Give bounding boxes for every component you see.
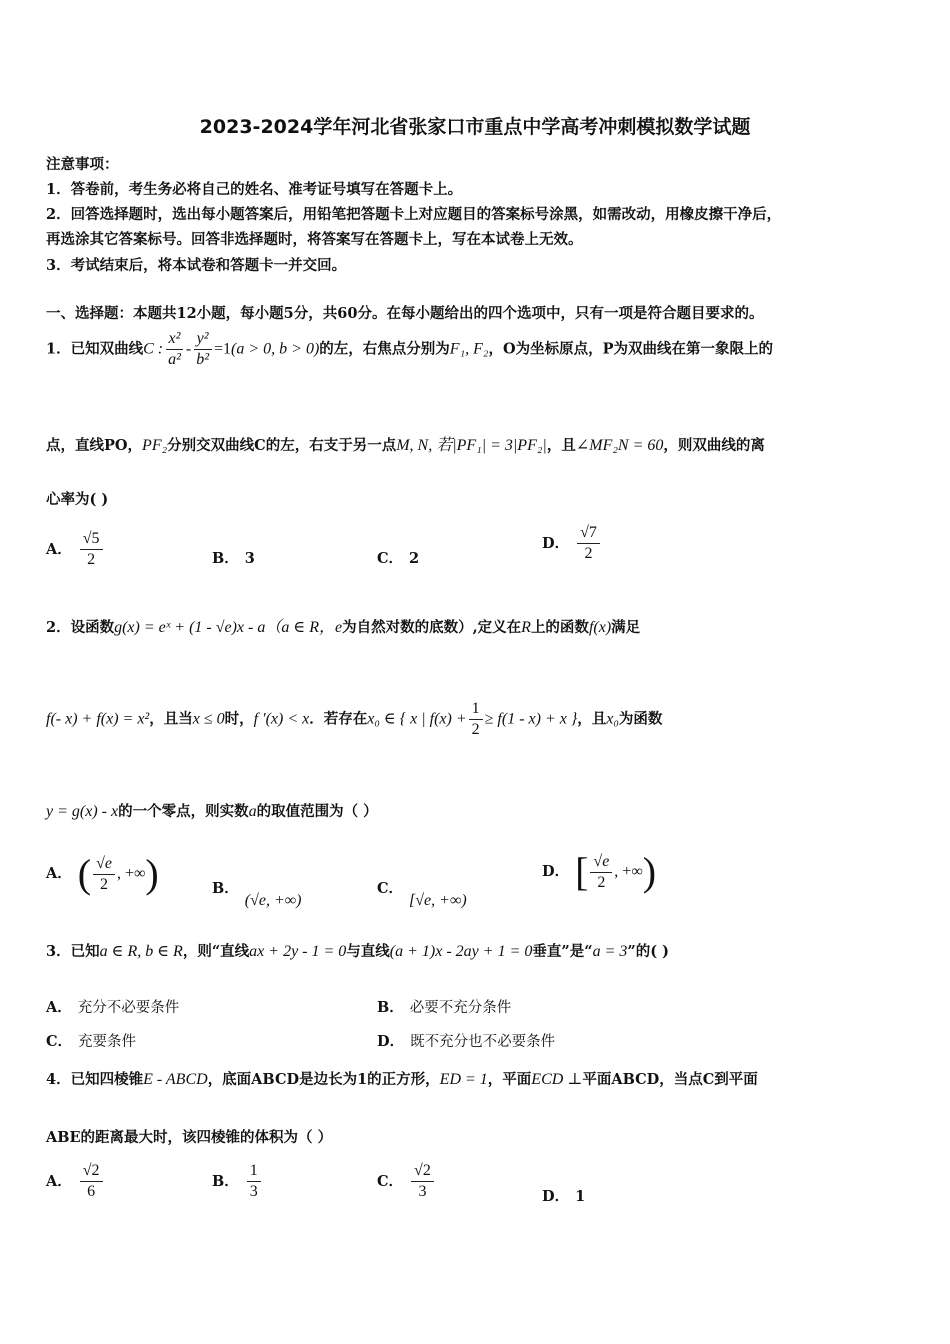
q3-lead: 3．已知: [46, 943, 100, 960]
fraction-num: √7: [577, 524, 600, 544]
q1-curve-name: C :: [143, 340, 164, 358]
q1-fraction-x: [165, 330, 184, 369]
fraction-den: 2: [87, 551, 96, 568]
option-tail: , +∞: [116, 865, 146, 882]
option-text: 2: [409, 550, 420, 567]
right-paren-icon: ): [642, 849, 657, 894]
option-text: 充要条件: [78, 1034, 137, 1050]
q3-option-b[interactable]: [377, 996, 511, 1017]
option-text: 充分不必要条件: [77, 1000, 180, 1016]
q1-equals: =1: [214, 340, 232, 358]
option-fraction: [577, 524, 600, 563]
q2-option-d[interactable]: [542, 849, 657, 894]
option-label: B．: [212, 880, 239, 897]
fraction-den: 3: [249, 1183, 258, 1200]
q3-option-a[interactable]: [46, 996, 179, 1017]
q4-text-2: ，平面: [487, 1071, 532, 1088]
option-text: [√e, +∞): [409, 892, 467, 909]
q2-eq1: f(- x) + f(x) = x²: [46, 710, 150, 728]
fraction-num: 1: [469, 700, 483, 720]
q1-option-d[interactable]: [542, 524, 602, 563]
q1-option-c[interactable]: [377, 547, 419, 568]
question-2-line-2: [46, 700, 662, 739]
q3-text-1: ，则“直线: [182, 943, 250, 960]
option-fraction: [247, 1162, 261, 1201]
question-4-line-1: [46, 1068, 758, 1089]
option-label: C．: [377, 880, 404, 897]
q1-text-3: 点，直线PO，: [46, 437, 143, 454]
fraction-num: 1: [247, 1162, 261, 1182]
question-2-line-3: [46, 800, 378, 821]
q4-option-a[interactable]: [46, 1162, 105, 1201]
q4-ecd: ECD ⊥: [531, 1071, 583, 1088]
q3-line-1: ax + 2y - 1 = 0: [249, 943, 347, 960]
fraction-num: √e: [93, 855, 115, 875]
q4-text-3: 平面ABCD，当点C到平面: [582, 1071, 758, 1088]
q2-derivative: f ′(x) < x: [253, 710, 310, 728]
q3-text-3: 垂直”是“: [532, 943, 593, 960]
q2-text-8: 为函数: [618, 710, 663, 728]
q2-a: a: [248, 803, 257, 820]
notice-item-2a: 2．回答选择题时，选出每小题答案后，用铅笔把答题卡上对应题目的答案标号涂黑，如需改动，用橡皮擦干净后，: [46, 206, 782, 223]
left-paren-icon: (: [77, 851, 92, 896]
option-label: A．: [46, 865, 72, 882]
q4-option-b[interactable]: [212, 1162, 263, 1201]
q3-text-4: ”的( ): [627, 943, 669, 960]
option-fraction: [80, 530, 103, 569]
q1-text-1: 的左，右焦点分别为: [319, 340, 450, 358]
notice-item-1: 1．答卷前，考生务必将自己的姓名、准考证号填写在答题卡上。: [46, 181, 463, 198]
q2-option-a[interactable]: [46, 851, 159, 896]
fraction-num: √2: [411, 1162, 434, 1182]
option-label: D．: [542, 863, 570, 880]
q4-pyramid: E - ABCD: [143, 1071, 208, 1088]
q2-text-3: 满足: [611, 619, 641, 636]
q1-text-2: ，O为坐标原点，P为双曲线在第一象限上的: [488, 340, 774, 358]
q2-text-7: ，且: [577, 710, 607, 728]
option-fraction: [80, 1162, 103, 1201]
q1-fx-den: a²: [168, 351, 181, 368]
notice-item-3: 3．考试结束后，将本试卷和答题卡一并交回。: [46, 257, 347, 274]
option-label: D．: [542, 534, 570, 552]
question-1-line-3: 心率为( ): [46, 491, 109, 508]
q2-set-post: ≥ f(1 - x) + x }: [484, 710, 578, 728]
q1-text-5: ，且: [546, 437, 576, 454]
option-label: D．: [377, 1033, 405, 1050]
option-label: B．: [212, 550, 239, 567]
q2-text-4: ，且当: [149, 710, 193, 728]
fraction-den: 2: [597, 873, 606, 891]
right-paren-icon: ): [145, 851, 159, 896]
q1-text-6: ，则双曲线的离: [663, 437, 765, 454]
option-label: C．: [377, 1172, 404, 1190]
notice-item-2b: 再选涂其它答案标号。回答非选择题时，将答案写在答题卡上，写在本试卷上无效。: [46, 231, 583, 248]
fraction-num: √e: [590, 853, 612, 873]
option-text: 1: [575, 1188, 586, 1205]
fraction-den: 3: [418, 1183, 427, 1200]
option-fraction: [590, 853, 612, 892]
question-1-line-2: [46, 432, 765, 455]
option-label: C．: [46, 1033, 73, 1050]
q2-f: f(x): [588, 619, 612, 636]
option-label: B．: [377, 999, 404, 1016]
q4-lead: 4．已知四棱锥: [46, 1071, 144, 1088]
left-bracket-icon: [: [575, 849, 589, 894]
q2-e: e: [334, 619, 343, 636]
q3-line-2: (a + 1)x - 2ay + 1 = 0: [389, 943, 533, 960]
fraction-den: 2: [471, 721, 480, 738]
q2-text-9: 的一个零点，则实数: [118, 803, 249, 820]
q2-g-function: g(x) = eˣ + (1 - √e)x - a: [114, 619, 266, 636]
q1-condition: (a > 0, b > 0): [231, 340, 320, 358]
q2-text-6: ．若存在: [309, 710, 368, 728]
q1-minus: -: [185, 340, 192, 358]
q2-y-function: y = g(x) - x: [46, 803, 119, 820]
option-label: A．: [46, 999, 72, 1016]
q1-mn-condition: M, N, 若|PF₁| = 3|PF₂|: [396, 437, 547, 454]
q4-option-c[interactable]: [377, 1162, 436, 1201]
q1-fraction-y: [193, 330, 212, 369]
q4-option-d[interactable]: [542, 1185, 585, 1206]
q1-fy-den: b²: [196, 351, 210, 368]
option-label: A．: [46, 540, 72, 558]
q1-lead: 1．已知双曲线: [46, 340, 144, 358]
q2-lead: 2．设函数: [46, 619, 115, 636]
question-3-line-1: [46, 940, 669, 961]
question-4-line-2: ABE的距离最大时，该四棱锥的体积为（ ）: [46, 1129, 333, 1146]
question-2-line-1: [46, 614, 640, 637]
option-text: (√e, +∞): [244, 892, 302, 909]
q2-text-2: 上的函数: [530, 619, 589, 636]
q2-R: R: [521, 619, 531, 636]
q4-ed: ED = 1: [439, 1071, 488, 1088]
q2-set-pre: x₀ ∈ { x | f(x) +: [367, 710, 467, 728]
q1-pf2: PF₂: [142, 437, 168, 454]
q3-a-equals: a = 3: [592, 943, 628, 960]
q1-option-a[interactable]: [46, 530, 105, 569]
question-1-line-1: [46, 330, 773, 369]
q3-condition: a ∈ R, b ∈ R: [99, 943, 183, 960]
q2-x0: x₀: [606, 710, 619, 728]
q1-fx-num: x²: [166, 330, 184, 350]
option-label: A．: [46, 1172, 72, 1190]
fraction-num: √2: [80, 1162, 103, 1182]
fraction-den: 2: [584, 545, 593, 562]
option-text: 3: [244, 550, 255, 567]
option-text: 既不充分也不必要条件: [410, 1034, 556, 1050]
q3-option-c[interactable]: [46, 1030, 136, 1051]
notice-heading: 注意事项：: [46, 156, 119, 173]
q2-condition: （a ∈ R，: [265, 619, 335, 636]
q1-option-b[interactable]: [212, 547, 255, 568]
section-heading: 一、选择题：本题共12小题，每小题5分，共60分。在每小题给出的四个选项中，只有一项是符合题目要求的。: [46, 305, 764, 322]
q2-text-10: 的取值范围为（ ）: [256, 803, 378, 820]
q3-text-2: 与直线: [346, 943, 390, 960]
option-fraction: [411, 1162, 434, 1201]
option-fraction: [93, 855, 115, 894]
option-text: 必要不充分条件: [409, 1000, 512, 1016]
page-title: 2023-2024学年河北省张家口市重点中学高考冲刺模拟数学试题: [199, 116, 751, 138]
q2-cond2: x ≤ 0: [192, 710, 225, 728]
q4-text-1: ，底面ABCD是边长为1的正方形，: [207, 1071, 440, 1088]
option-label: D．: [542, 1188, 570, 1205]
q2-text-1: 为自然对数的底数）,定义在: [342, 619, 522, 636]
q1-angle: ∠MF₂N = 60: [575, 437, 664, 454]
option-label: C．: [377, 550, 404, 567]
option-label: B．: [212, 1172, 239, 1190]
fraction-den: 6: [87, 1183, 96, 1200]
q1-text-4: 分别交双曲线C的左，右支于另一点: [167, 437, 397, 454]
q2-text-5: 时，: [224, 710, 254, 728]
fraction-den: 2: [100, 875, 109, 893]
option-tail: , +∞: [614, 863, 643, 880]
q1-fy-num: y²: [194, 330, 212, 350]
q2-option-b[interactable]: [212, 877, 302, 909]
fraction-num: √5: [80, 530, 103, 550]
q2-option-c[interactable]: [377, 877, 467, 909]
q2-set-fraction: [469, 700, 483, 739]
q1-foci: F₁, F₂: [449, 340, 489, 358]
q3-option-d[interactable]: [377, 1030, 555, 1051]
